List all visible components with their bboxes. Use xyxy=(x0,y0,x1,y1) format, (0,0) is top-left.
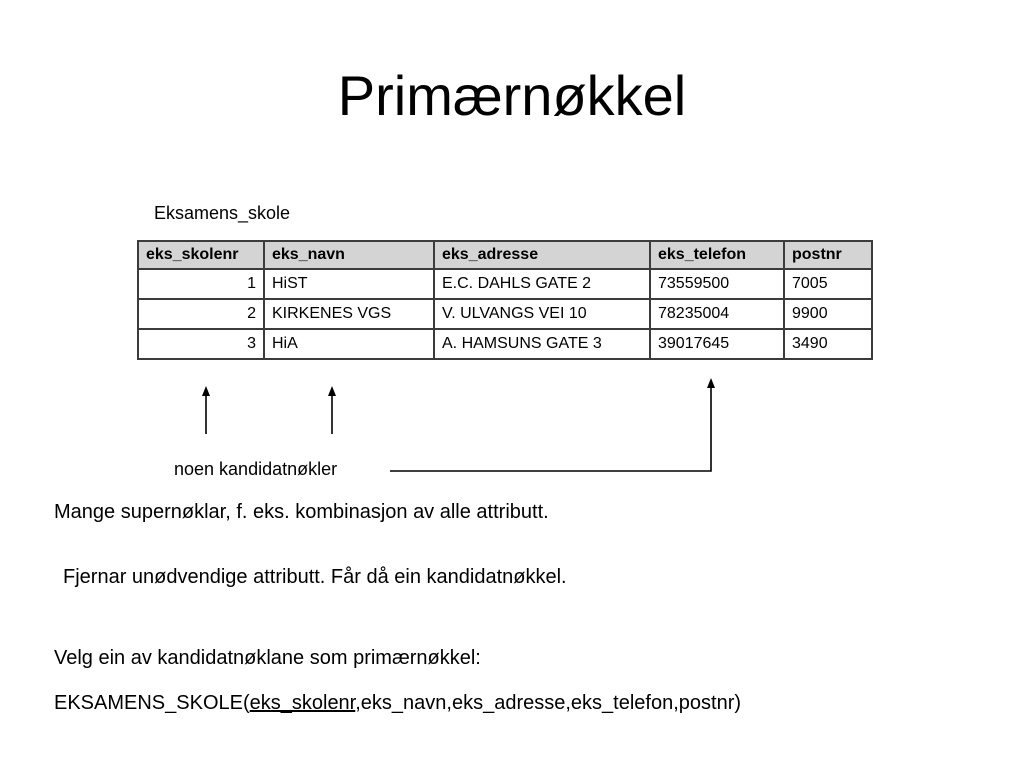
schema-primary-key: eks_skolenr xyxy=(249,692,356,714)
arrowhead-eks-telefon xyxy=(707,378,715,388)
cell-eks-navn: HiST xyxy=(264,269,434,299)
column-header-eks-skolenr: eks_skolenr xyxy=(138,241,264,269)
body-line-primary-key: Velg ein av kandidatnøklane som primærnøkkel: xyxy=(54,647,481,669)
cell-eks-navn: KIRKENES VGS xyxy=(264,299,434,329)
column-header-eks-navn: eks_navn xyxy=(264,241,434,269)
column-header-postnr: postnr xyxy=(784,241,872,269)
cell-eks-navn: HiA xyxy=(264,329,434,359)
cell-postnr: 7005 xyxy=(784,269,872,299)
arrowhead-eks-navn xyxy=(328,386,336,396)
cell-eks-telefon: 78235004 xyxy=(650,299,784,329)
slide-title: Primærnøkkel xyxy=(337,64,687,127)
candidate-keys-label: noen kandidatnøkler xyxy=(174,459,338,479)
cell-eks-skolenr: 3 xyxy=(138,329,264,359)
body-line-superkeys: Mange supernøklar, f. eks. kombinasjon av alle attributt. xyxy=(54,501,549,523)
body-line-candidate-key: Fjernar unødvendige attributt. Får då ein kandidatnøkkel. xyxy=(63,566,567,588)
column-header-eks-telefon: eks_telefon xyxy=(650,241,784,269)
schema-prefix: EKSAMENS_SKOLE( xyxy=(54,692,250,714)
cell-eks-adresse: A. HAMSUNS GATE 3 xyxy=(434,329,650,359)
schema-rest: ,eks_navn,eks_adresse,eks_telefon,postnr) xyxy=(355,692,742,714)
cell-postnr: 3490 xyxy=(784,329,872,359)
column-header-eks-adresse: eks_adresse xyxy=(434,241,650,269)
cell-eks-adresse: E.C. DAHLS GATE 2 xyxy=(434,269,650,299)
table-caption: Eksamens_skole xyxy=(154,203,291,223)
cell-eks-adresse: V. ULVANGS VEI 10 xyxy=(434,299,650,329)
arrow-line-eks-telefon xyxy=(390,386,711,471)
cell-eks-skolenr: 1 xyxy=(138,269,264,299)
cell-eks-telefon: 73559500 xyxy=(650,269,784,299)
arrowhead-eks-skolenr xyxy=(202,386,210,396)
cell-postnr: 9900 xyxy=(784,299,872,329)
cell-eks-skolenr: 2 xyxy=(138,299,264,329)
schema-definition xyxy=(54,690,741,716)
cell-eks-telefon: 39017645 xyxy=(650,329,784,359)
